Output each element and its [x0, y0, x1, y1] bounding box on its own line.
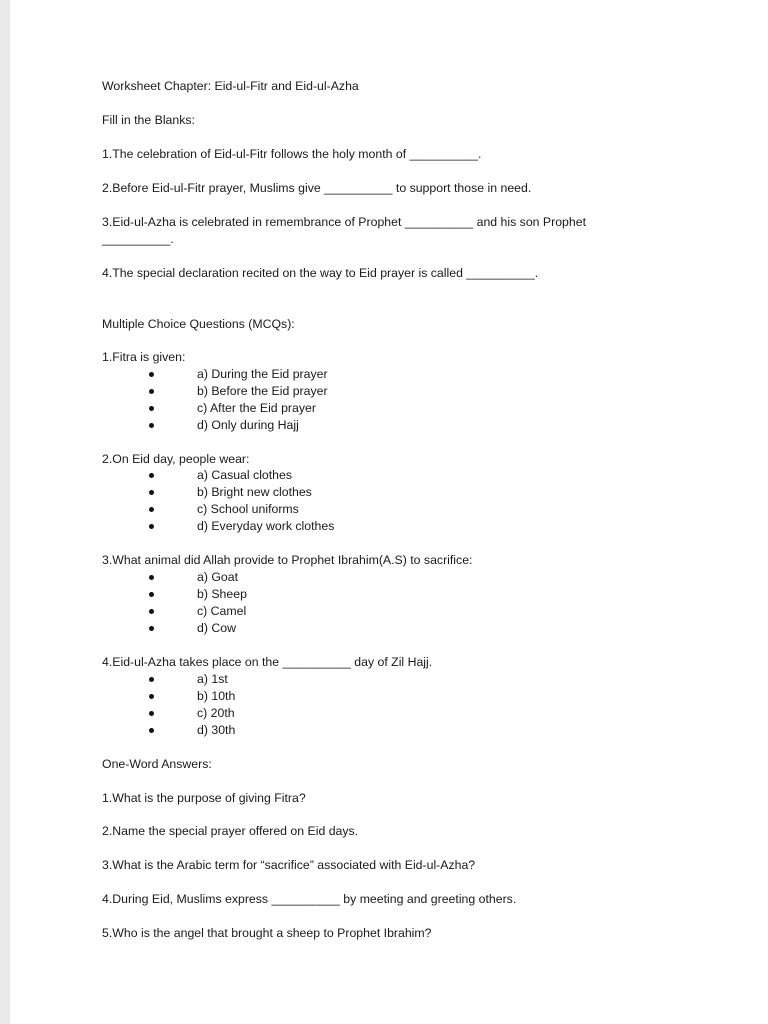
- mcq-3-option-c: c) Camel: [197, 604, 247, 618]
- mcq-1-option-b: b) Before the Eid prayer: [197, 384, 328, 398]
- one-word-question-2: 2.Name the special prayer offered on Eid days.: [102, 824, 359, 838]
- bullet-icon: [149, 524, 154, 529]
- mcq-4-option-d: d) 30th: [197, 723, 236, 737]
- mcq-2-option-a: a) Casual clothes: [197, 468, 293, 482]
- mcq-1-option-c: c) After the Eid prayer: [197, 401, 316, 415]
- bullet-icon: [149, 389, 154, 394]
- worksheet-page: [10, 0, 768, 1024]
- mcq-2-option-b: b) Bright new clothes: [197, 485, 312, 499]
- one-word-question-4: 4.During Eid, Muslims express __________ by meeting and greeting others.: [102, 892, 517, 906]
- mcq-heading: Multiple Choice Questions (MCQs):: [102, 317, 295, 331]
- mcq-4-option-b: b) 10th: [197, 689, 236, 703]
- bullet-icon: [149, 575, 154, 580]
- fill-blank-question-1: 1.The celebration of Eid-ul-Fitr follows the holy month of __________.: [102, 147, 482, 161]
- one-word-question-5: 5.Who is the angel that brought a sheep to Prophet Ibrahim?: [102, 926, 432, 940]
- mcq-4-option-a: a) 1st: [197, 672, 228, 686]
- fill-blank-question-3-continued: __________.: [102, 232, 174, 246]
- bullet-icon: [149, 372, 154, 377]
- mcq-3-option-b: b) Sheep: [197, 587, 247, 601]
- mcq-1-option-a: a) During the Eid prayer: [197, 367, 328, 381]
- bullet-icon: [149, 728, 154, 733]
- bullet-icon: [149, 473, 154, 478]
- bullet-icon: [149, 677, 154, 682]
- mcq-question-3: 3.What animal did Allah provide to Prophet Ibrahim(A.S) to sacrifice:: [102, 553, 473, 567]
- mcq-2-option-c: c) School uniforms: [197, 502, 299, 516]
- mcq-question-1: 1.Fitra is given:: [102, 350, 186, 364]
- bullet-icon: [149, 711, 154, 716]
- bullet-icon: [149, 423, 154, 428]
- bullet-icon: [149, 490, 154, 495]
- mcq-4-option-c: c) 20th: [197, 706, 235, 720]
- fill-blank-question-2: 2.Before Eid-ul-Fitr prayer, Muslims give __________ to support those in need.: [102, 181, 532, 195]
- fill-blank-question-3: 3.Eid-ul-Azha is celebrated in remembrance of Prophet __________ and his son Prophet: [102, 215, 586, 229]
- one-word-heading: One-Word Answers:: [102, 757, 212, 771]
- mcq-question-4: 4.Eid-ul-Azha takes place on the __________ day of Zil Hajj.: [102, 655, 433, 669]
- mcq-1-option-d: d) Only during Hajj: [197, 418, 299, 432]
- fill-blanks-heading: Fill in the Blanks:: [102, 113, 195, 127]
- bullet-icon: [149, 592, 154, 597]
- mcq-2-option-d: d) Everyday work clothes: [197, 519, 335, 533]
- bullet-icon: [149, 406, 154, 411]
- mcq-3-option-d: d) Cow: [197, 621, 236, 635]
- bullet-icon: [149, 609, 154, 614]
- fill-blank-question-4: 4.The special declaration recited on the way to Eid prayer is called __________.: [102, 266, 539, 280]
- worksheet-title: Worksheet Chapter: Eid-ul-Fitr and Eid-ul-Azha: [102, 79, 359, 93]
- one-word-question-3: 3.What is the Arabic term for “sacrifice” associated with Eid-ul-Azha?: [102, 858, 476, 872]
- bullet-icon: [149, 626, 154, 631]
- mcq-question-2: 2.On Eid day, people wear:: [102, 452, 250, 466]
- mcq-3-option-a: a) Goat: [197, 570, 239, 584]
- one-word-question-1: 1.What is the purpose of giving Fitra?: [102, 791, 306, 805]
- bullet-icon: [149, 694, 154, 699]
- bullet-icon: [149, 507, 154, 512]
